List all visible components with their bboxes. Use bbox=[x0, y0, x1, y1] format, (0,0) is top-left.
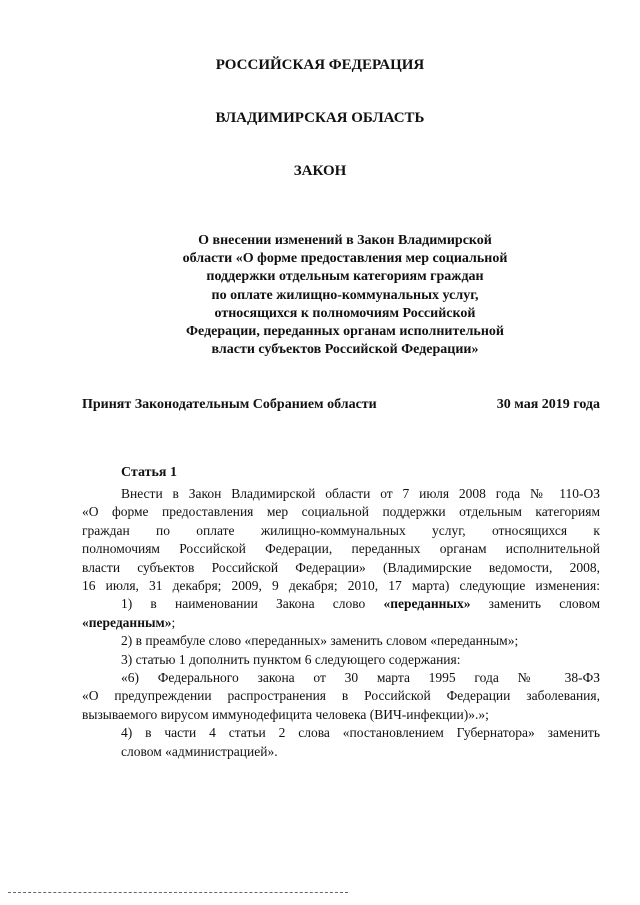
item-1-cont bbox=[82, 614, 600, 632]
header-country: РОССИЙСКАЯ ФЕДЕРАЦИЯ bbox=[215, 57, 425, 73]
title-line: поддержки отдельным категориям граждан bbox=[206, 269, 484, 285]
intro-line: граждан по оплате жилищно-коммунальных услуг, относящихся к bbox=[82, 522, 600, 538]
intro-line: Внести в Закон Владимирской области от 7 июля 2008 года № 110-ОЗ bbox=[121, 486, 600, 501]
item-1-old-word: «переданных» bbox=[383, 596, 471, 612]
adoption-line bbox=[82, 397, 600, 413]
title-line: Федерации, переданных органам исполнительной bbox=[186, 324, 504, 340]
article-heading: Статья 1 bbox=[121, 465, 177, 480]
quote-line: «6) Федерального закона от 30 марта 1995 года № 38-ФЗ bbox=[121, 670, 600, 686]
title-line: власти субъектов Российской Федерации» bbox=[211, 342, 479, 358]
item-2: 2) в преамбуле слово «переданных» заменить словом «переданным»; bbox=[121, 633, 519, 649]
header-region: ВЛАДИМИРСКАЯ ОБЛАСТЬ bbox=[215, 110, 425, 126]
intro-line: полномочиям Российской Федерации, переданных органам исполнительной bbox=[82, 541, 600, 557]
scan-edge-divider bbox=[8, 892, 348, 893]
item-4: 4) в части 4 статьи 2 слова «постановлением Губернатора» заменить bbox=[121, 725, 600, 741]
adoption-label: Принят Законодательным Собранием области bbox=[82, 397, 377, 412]
adoption-date: 30 мая 2019 года bbox=[496, 397, 600, 412]
title-line: области «О форме предоставления мер социальной bbox=[182, 251, 508, 267]
item-1-new-word: «переданным» bbox=[82, 614, 172, 630]
intro-line: «О форме предоставления мер социальной поддержки отдельным категориям bbox=[82, 504, 600, 520]
title-line: относящихся к полномочиям Российской bbox=[214, 305, 476, 321]
title-line: по оплате жилищно-коммунальных услуг, bbox=[211, 287, 479, 303]
header-doc-type: ЗАКОН bbox=[293, 163, 347, 179]
quote-line: вызываемого вирусом иммунодефицита человека (ВИЧ-инфекции)».»; bbox=[82, 706, 489, 722]
article-body bbox=[82, 485, 600, 761]
item-1-prefix: 1) в наименовании Закона слово bbox=[121, 596, 384, 612]
item-4-cont: словом «администрацией». bbox=[121, 743, 278, 759]
intro-line: 16 июля, 31 декабря; 2009, 9 декабря; 2010, 17 марта) следующие изменения: bbox=[82, 578, 600, 594]
item-1-middle: заменить словом bbox=[470, 596, 600, 612]
item-1 bbox=[82, 595, 600, 613]
item-3: 3) статью 1 дополнить пунктом 6 следующего содержания: bbox=[121, 651, 461, 667]
quote-line: «О предупреждении распространения в Российской Федерации заболевания, bbox=[82, 688, 600, 704]
title-line: О внесении изменений в Закон Владимирской bbox=[198, 233, 492, 248]
law-title bbox=[150, 232, 540, 359]
intro-line: власти субъектов Российской Федерации» (Владимирские ведомости, 2008, bbox=[82, 559, 600, 575]
item-1-suffix: ; bbox=[171, 614, 176, 630]
